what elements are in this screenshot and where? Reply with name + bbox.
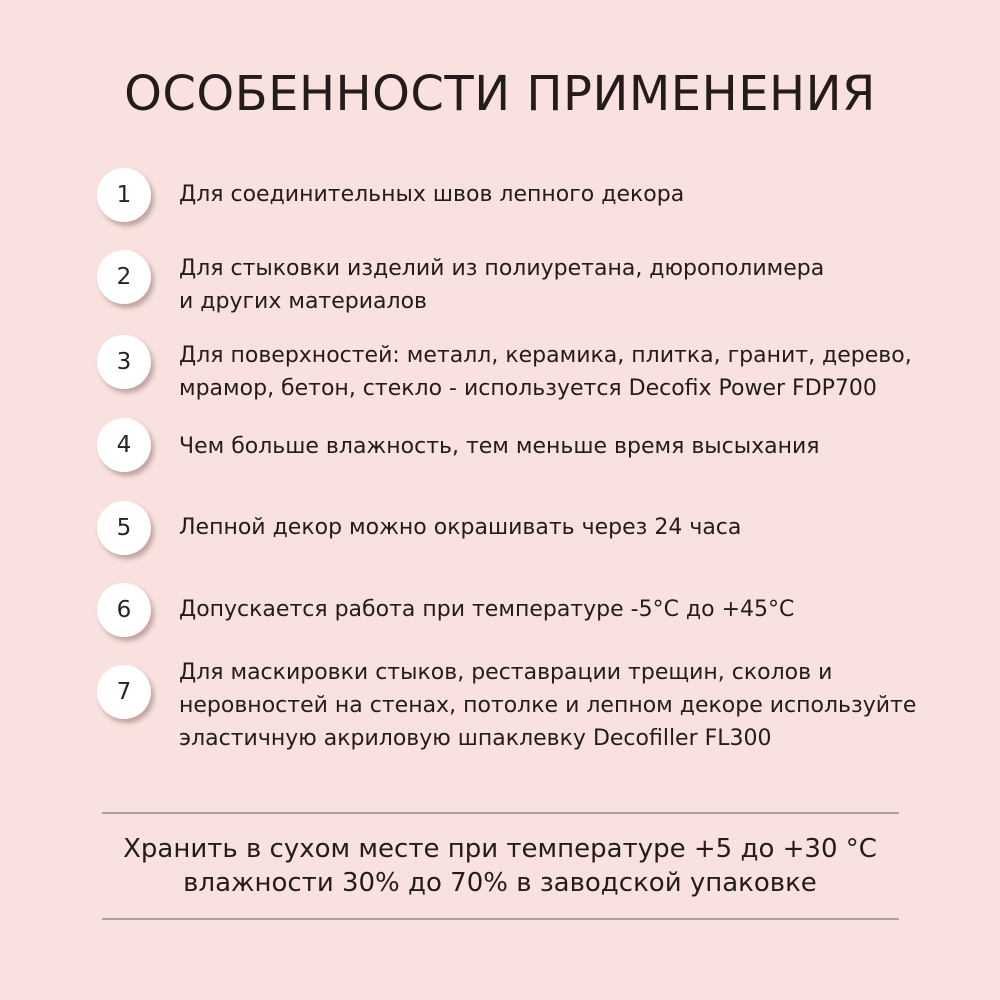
feature-text: Для стыковки изделий из полиуретана, дюрополимера и других материалов: [179, 256, 825, 314]
storage-note: Хранить в сухом месте при температуре +5 до +30 °С влажности 30% до 70% в заводской упаковке: [123, 834, 877, 898]
page-title: ОСОБЕННОСТИ ПРИМЕНЕНИЯ: [124, 66, 876, 122]
feature-text: Для поверхностей: металл, керамика, плитка, гранит, дерево, мрамор, бетон, стекло - используется Decofix Power FDP700: [179, 343, 912, 401]
number-badge: 6: [97, 583, 151, 637]
feature-text: Для соединительных швов лепного декора: [179, 182, 685, 207]
feature-text: Чем больше влажность, тем меньше время высыхания: [179, 434, 820, 459]
number-badge: 5: [97, 501, 151, 555]
feature-text: Допускается работа при температуре -5°С до +45°С: [179, 597, 795, 622]
number-badge: 2: [97, 250, 151, 304]
number-badge: 3: [97, 335, 151, 389]
number-badge: 7: [97, 665, 151, 719]
divider-top: [102, 812, 899, 814]
feature-text: Лепной декор можно окрашивать через 24 часа: [179, 515, 742, 540]
number-badge: 4: [97, 418, 151, 472]
feature-text: Для маскировки стыков, реставрации трещин, сколов и неровностей на стенах, потолке и лепном декоре используйте эластичную акриловую шпаклевку Decofiller FL300: [179, 660, 917, 751]
number-badge: 1: [97, 168, 151, 222]
divider-bottom: [102, 918, 899, 920]
